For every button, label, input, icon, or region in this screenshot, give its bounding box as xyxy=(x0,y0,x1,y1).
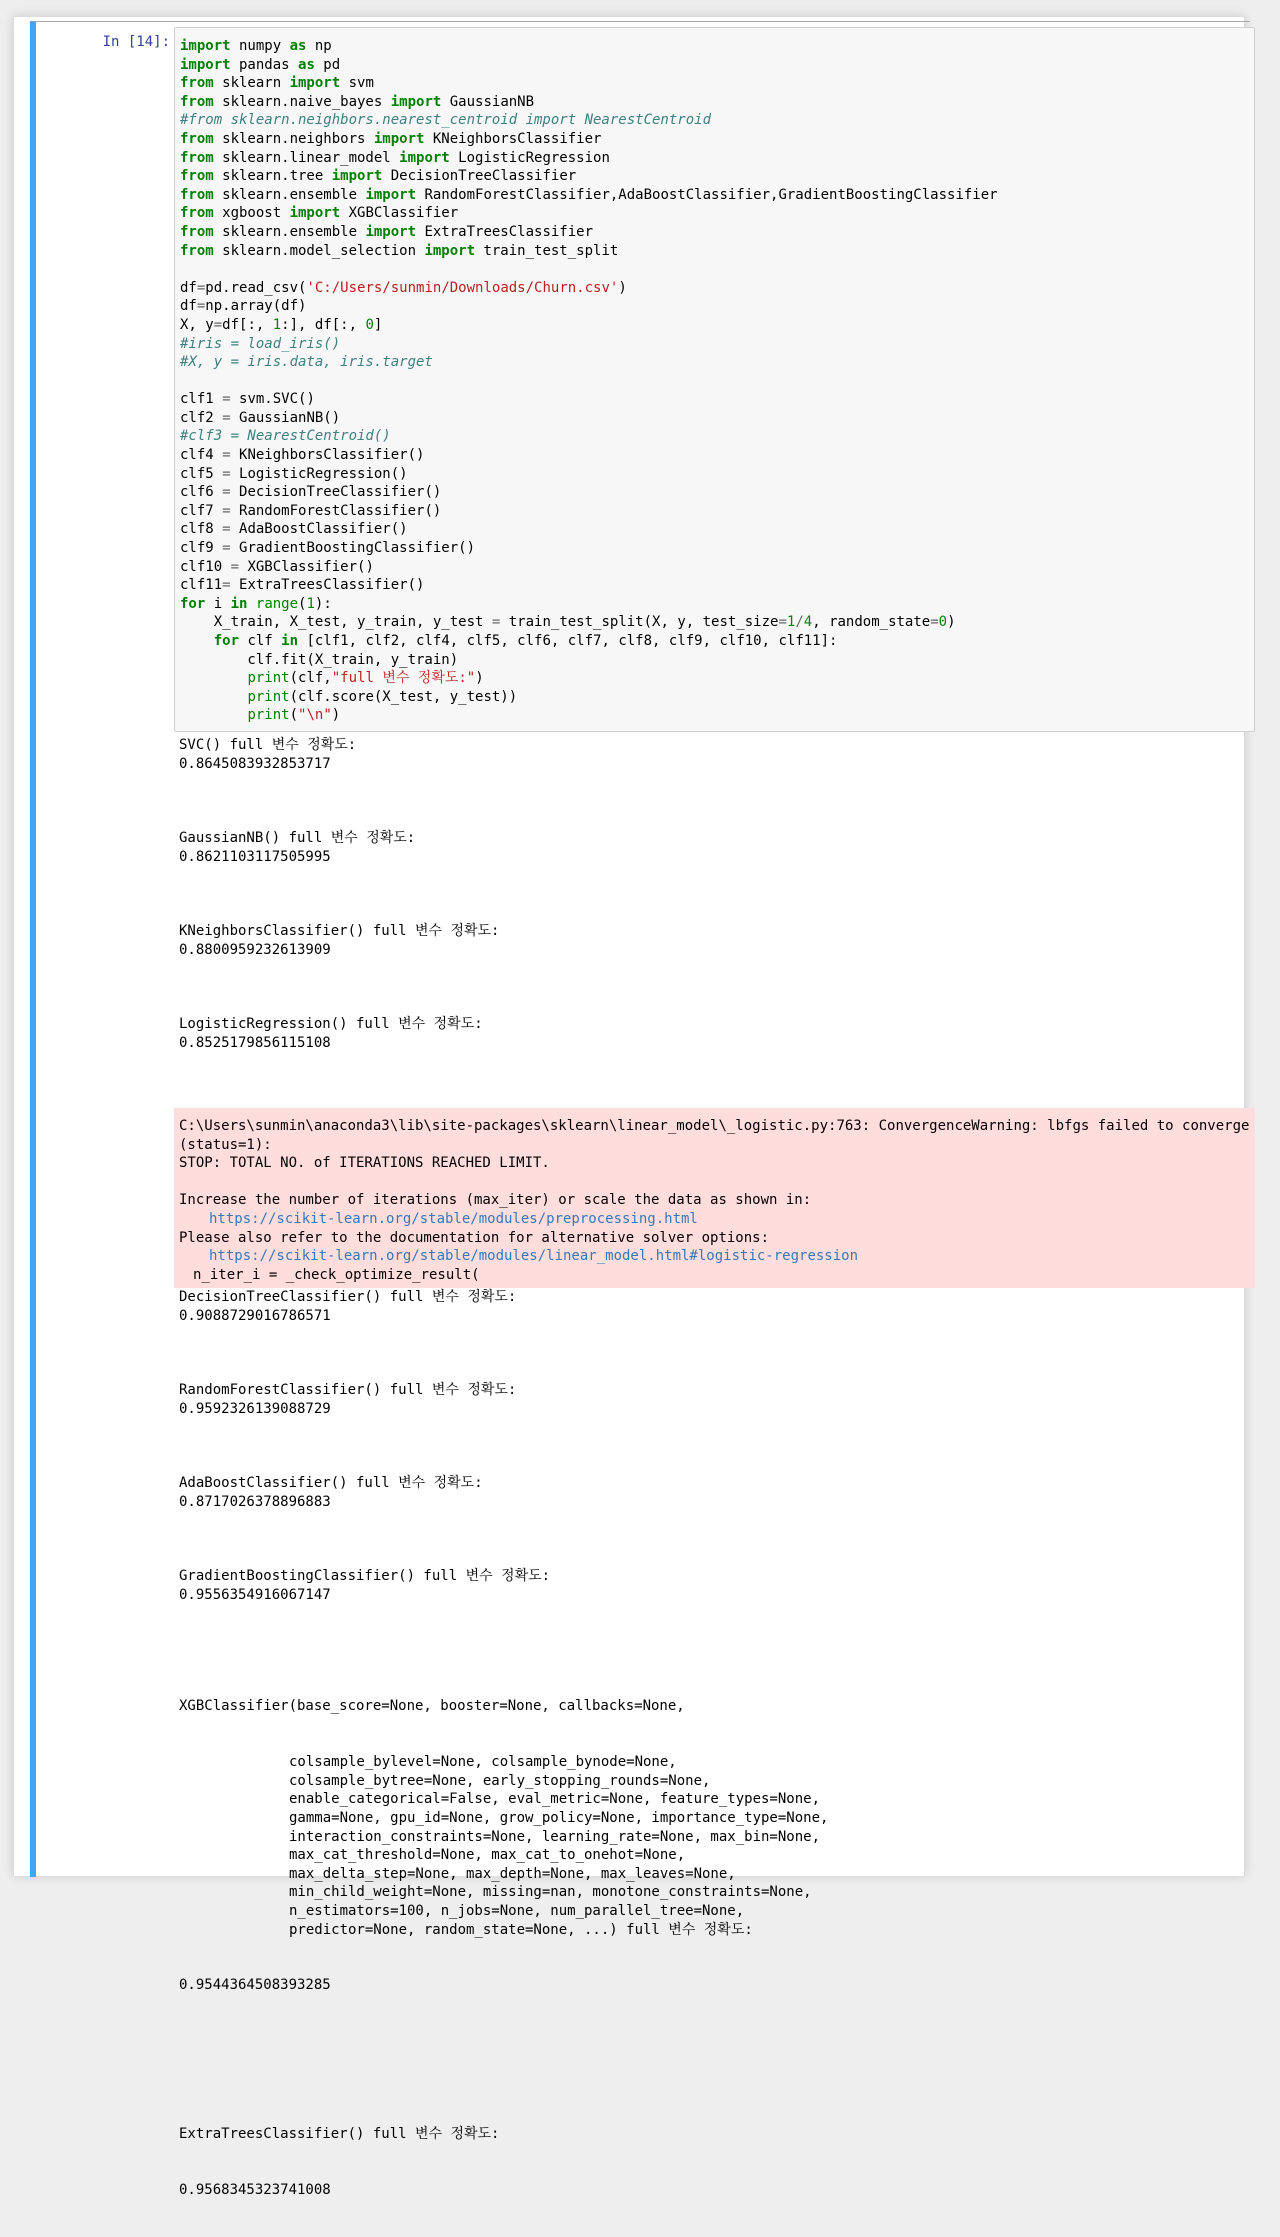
code-token: clf11 xyxy=(180,577,223,594)
code-token: DecisionTreeClassifier() xyxy=(230,484,442,501)
code-line xyxy=(180,409,1249,428)
code-token: #iris = load_iris() xyxy=(180,335,341,352)
code-token: = xyxy=(222,577,231,594)
code-token: ExtraTreesClassifier xyxy=(416,223,594,240)
code-line xyxy=(180,279,1249,298)
output-result xyxy=(174,1511,1255,1604)
code-token: import xyxy=(399,149,450,166)
code-token: import xyxy=(373,130,425,147)
output-model-line: colsample_bylevel=None, colsample_bynode=None, xyxy=(289,1754,677,1771)
output-model-line: DecisionTreeClassifier() full 변수 정확도: xyxy=(179,1289,517,1306)
output-model-line: KNeighborsClassifier() full 변수 정확도: xyxy=(179,922,500,939)
code-token: clf9 xyxy=(180,540,223,557)
code-token: #clf3 = NearestCentroid() xyxy=(180,428,391,445)
code-token: = xyxy=(222,447,231,464)
code-token: = xyxy=(222,409,231,426)
code-token: import xyxy=(180,38,231,54)
output-model-line: max_delta_step=None, max_depth=None, max_leaves=None, xyxy=(289,1865,736,1882)
code-token: 1 xyxy=(306,595,315,612)
output-score: 0.9088729016786571 xyxy=(179,1307,331,1324)
notebook-page xyxy=(13,16,1258,2198)
output-result xyxy=(174,866,1255,959)
warning-link-logistic-regression[interactable]: https://scikit-learn.org/stable/modules/linear_model.html#logistic-regression xyxy=(209,1248,859,1265)
code-line xyxy=(180,335,1249,354)
code-token: clf7 xyxy=(180,502,223,519)
code-token: 0 xyxy=(365,316,374,333)
code-token: ( xyxy=(298,595,307,612)
code-token: [clf1, clf2, clf4, clf5, clf6, clf7, clf8, clf9, clf10, clf11]: xyxy=(298,633,838,649)
output-model-line: n_estimators=100, n_jobs=None, num_parallel_tree=None, xyxy=(289,1902,745,1919)
output-model-line: GradientBoostingClassifier() full 변수 정확도: xyxy=(179,1568,551,1585)
output-model-line: predictor=None, random_state=None, ...) full 변수 정확도: xyxy=(289,1921,753,1938)
output-score: 0.9544364508393285 xyxy=(179,1977,331,1994)
code-token: from xyxy=(180,186,214,203)
code-token: clf4 xyxy=(180,447,223,464)
code-token: "\n" xyxy=(298,707,332,724)
output-score: 0.8645083932853717 xyxy=(179,755,331,772)
code-token: print xyxy=(247,707,290,724)
warning-line: Increase the number of iterations (max_iter) or scale the data as shown in: xyxy=(179,1192,812,1209)
code-token: sklearn.ensemble xyxy=(213,186,366,203)
code-token: sklearn.ensemble xyxy=(213,223,366,240)
code-token: GradientBoostingClassifier() xyxy=(230,540,476,557)
warning-line: STOP: TOTAL NO. of ITERATIONS REACHED LIMIT. xyxy=(179,1155,550,1172)
code-token: from xyxy=(180,149,214,166)
output-model-line: colsample_bytree=None, early_stopping_rounds=None, xyxy=(289,1772,711,1789)
code-token: 'C:/Users/sunmin/Downloads/Churn.csv' xyxy=(306,279,619,296)
code-token: in xyxy=(230,595,248,612)
code-token: ): xyxy=(314,595,332,612)
code-token: = xyxy=(930,614,939,631)
code-token: ) xyxy=(475,670,484,687)
output-model-line: AdaBoostClassifier() full 변수 정확도: xyxy=(179,1475,483,1492)
code-token: df xyxy=(180,279,197,296)
warning-line: n_iter_i = _check_optimize_result( xyxy=(193,1266,480,1283)
code-line xyxy=(180,223,1249,242)
code-token: = xyxy=(196,279,206,296)
code-token: import xyxy=(390,93,442,110)
code-token: from xyxy=(180,168,214,185)
code-line xyxy=(180,465,1249,484)
code-token: pandas xyxy=(230,56,299,73)
code-token: / xyxy=(795,614,804,631)
code-token: = xyxy=(222,540,231,557)
code-token xyxy=(247,596,255,612)
code-token: sklearn.neighbors xyxy=(213,130,374,147)
output-xgb xyxy=(174,1660,1255,2236)
code-token: 1 xyxy=(786,614,796,631)
code-token: from xyxy=(180,223,214,240)
code-token: = xyxy=(222,465,231,482)
code-token: import xyxy=(289,205,341,222)
code-token: ) xyxy=(618,279,627,296)
code-token: (clf.score(X_test, y_test)) xyxy=(289,688,518,705)
code-token: clf2 xyxy=(180,409,223,426)
code-token: ( xyxy=(289,707,299,724)
code-token: (clf, xyxy=(289,670,332,687)
code-token: i xyxy=(205,595,231,612)
code-token: = xyxy=(222,391,231,408)
code-token: clf xyxy=(239,633,282,649)
cell-output xyxy=(174,736,1258,2237)
code-token: LogisticRegression() xyxy=(230,465,408,482)
output-results-group-1 xyxy=(174,736,1255,1108)
stderr-warning xyxy=(174,1108,1258,1288)
code-line xyxy=(180,260,1249,279)
code-line xyxy=(180,372,1249,391)
code-token: 4 xyxy=(803,614,813,631)
output-model-line: max_cat_threshold=None, max_cat_to_onehot=None, xyxy=(289,1847,686,1864)
code-line xyxy=(180,353,1249,372)
code-line xyxy=(180,427,1249,446)
code-token: for xyxy=(180,595,206,612)
output-model-line: XGBClassifier(base_score=None, booster=None, callbacks=None, xyxy=(179,1698,685,1715)
code-line xyxy=(180,297,1249,316)
code-token: X, y xyxy=(180,316,214,333)
code-token: train_test_split(X, y, test_size xyxy=(500,614,779,631)
code-token: clf10 xyxy=(180,558,231,575)
code-token: = xyxy=(222,521,231,538)
output-model-line: enable_categorical=False, eval_metric=None, feature_types=None, xyxy=(289,1791,821,1808)
code-token: ExtraTreesClassifier() xyxy=(230,577,425,594)
code-token: #from sklearn.neighbors.nearest_centroid import NearestCentroid xyxy=(180,112,712,129)
code-token: = xyxy=(491,614,501,631)
code-token: from xyxy=(180,93,214,110)
code-line xyxy=(180,613,1249,632)
output-model-line: SVC() full 변수 정확도: xyxy=(179,737,357,753)
output-model-line: gamma=None, gpu_id=None, grow_policy=None, importance_type=None, xyxy=(289,1809,829,1826)
output-model-line: ExtraTreesClassifier() full 변수 정확도: xyxy=(179,2126,500,2143)
code-token xyxy=(180,707,247,723)
code-token: = xyxy=(213,316,223,333)
output-model-line: GaussianNB() full 변수 정확도: xyxy=(179,829,416,846)
code-token: clf8 xyxy=(180,521,223,538)
code-token: import xyxy=(424,242,476,259)
output-result xyxy=(174,736,1255,773)
code-line xyxy=(180,632,1249,651)
code-token: import xyxy=(365,186,417,203)
output-score: 0.8717026378896883 xyxy=(179,1493,331,1510)
code-token: clf1 xyxy=(180,391,223,408)
code-token xyxy=(180,670,247,686)
code-token: pd xyxy=(314,56,341,73)
code-token: range xyxy=(255,595,299,612)
code-token: KNeighborsClassifier() xyxy=(230,447,425,464)
code-token: ] xyxy=(373,316,383,333)
code-token: = xyxy=(778,614,787,631)
code-token: XGBClassifier xyxy=(340,205,459,222)
code-token: sklearn.tree xyxy=(213,168,332,185)
code-token: :], df[:, xyxy=(281,316,366,333)
code-line xyxy=(180,93,1249,112)
code-token: svm.SVC() xyxy=(230,391,315,408)
input-prompt: In [14]: xyxy=(102,34,170,50)
output-score: 0.9568345323741008 xyxy=(179,2181,331,2198)
output-score: 0.8621103117505995 xyxy=(179,848,331,865)
code-line xyxy=(180,483,1249,502)
code-token: as xyxy=(289,38,307,54)
code-token: sklearn.linear_model xyxy=(213,149,400,166)
code-token: 1 xyxy=(272,316,282,333)
code-token: clf.fit(X_train, y_train) xyxy=(180,651,459,668)
code-token: from xyxy=(180,130,214,147)
code-line xyxy=(180,669,1249,688)
code-line xyxy=(180,576,1249,595)
code-token: "full 변수 정확도:" xyxy=(331,670,476,687)
code-line xyxy=(180,502,1249,521)
code-line xyxy=(180,56,1249,75)
code-token: sklearn.model_selection xyxy=(213,242,425,259)
code-token: for xyxy=(213,633,240,649)
output-result xyxy=(174,1325,1255,1418)
code-line xyxy=(180,539,1249,558)
code-line xyxy=(180,242,1249,261)
code-token: 0 xyxy=(938,614,948,631)
code-token: , random_state xyxy=(812,614,931,631)
code-line xyxy=(180,167,1249,186)
code-token: import xyxy=(331,168,383,185)
code-source[interactable] xyxy=(175,28,1254,734)
code-token: import xyxy=(289,75,341,92)
code-token: pd.read_csv( xyxy=(205,279,307,296)
output-result xyxy=(174,773,1255,866)
code-token: from xyxy=(180,75,214,92)
code-token: import xyxy=(180,56,231,73)
output-result xyxy=(174,1418,1255,1511)
code-token: RandomForestClassifier,AdaBoostClassifier,GradientBoostingClassifier xyxy=(416,186,998,203)
code-line xyxy=(180,186,1249,205)
code-token: df[:, xyxy=(222,316,273,333)
code-token: = xyxy=(196,298,206,315)
warning-line: Please also refer to the documentation for alternative solver options: xyxy=(179,1229,770,1246)
code-line xyxy=(180,688,1249,707)
output-model-line: min_child_weight=None, missing=nan, monotone_constraints=None, xyxy=(289,1884,812,1901)
warning-link-preprocessing[interactable]: https://scikit-learn.org/stable/modules/preprocessing.html xyxy=(209,1210,698,1227)
code-token: np.array(df) xyxy=(205,298,307,315)
code-token: from xyxy=(180,242,214,259)
code-token: XGBClassifier() xyxy=(239,558,374,575)
code-token: np xyxy=(306,38,332,54)
output-results-group-2 xyxy=(174,1288,1255,1660)
code-line xyxy=(180,706,1249,725)
code-token xyxy=(180,689,247,705)
code-token: KNeighborsClassifier xyxy=(424,130,602,147)
code-line xyxy=(180,520,1249,539)
output-score: 0.8800959232613909 xyxy=(179,941,331,958)
code-token: = xyxy=(222,484,231,501)
code-token: print xyxy=(247,670,290,687)
output-model-line: interaction_constraints=None, learning_rate=None, max_bin=None, xyxy=(289,1828,821,1845)
code-line xyxy=(180,37,1249,56)
output-score: 0.8525179856115108 xyxy=(179,1034,331,1051)
code-token: train_test_split xyxy=(475,242,619,259)
code-editor[interactable] xyxy=(174,27,1255,732)
code-token: svm xyxy=(340,75,374,92)
code-token: in xyxy=(281,633,299,649)
code-token: ) xyxy=(947,614,956,631)
code-token: RandomForestClassifier() xyxy=(230,502,442,519)
code-line xyxy=(180,316,1249,335)
code-token: sklearn xyxy=(213,75,290,92)
code-token: X_train, X_test, y_train, y_test xyxy=(180,614,492,631)
code-line xyxy=(180,651,1249,670)
code-token: AdaBoostClassifier() xyxy=(230,521,408,538)
code-token: import xyxy=(365,223,417,240)
warning-line: C:\Users\sunmin\anaconda3\lib\site-packages\sklearn\linear_model\_logistic.py:763: ConvergenceWarning: lbfgs failed to converge (status=1): xyxy=(179,1117,1258,1153)
code-token: #X, y = iris.data, iris.target xyxy=(180,354,433,371)
code-line xyxy=(180,595,1249,614)
code-token: xgboost xyxy=(213,205,290,222)
code-token: clf5 xyxy=(180,465,223,482)
code-token: from xyxy=(180,205,214,222)
code-token: = xyxy=(222,502,231,519)
code-line xyxy=(180,74,1249,93)
code-token: LogisticRegression xyxy=(449,149,610,166)
output-model-line: RandomForestClassifier() full 변수 정확도: xyxy=(179,1382,517,1399)
code-line xyxy=(180,390,1249,409)
output-result xyxy=(174,959,1255,1052)
output-result xyxy=(174,1288,1255,1325)
code-line xyxy=(180,558,1249,577)
code-token: df xyxy=(180,298,197,315)
code-token: = xyxy=(230,558,240,575)
code-token: clf6 xyxy=(180,484,223,501)
code-line xyxy=(180,149,1249,168)
code-token: sklearn.naive_bayes xyxy=(213,93,391,110)
code-token: GaussianNB() xyxy=(230,409,341,426)
code-token: GaussianNB xyxy=(441,93,535,110)
code-token: DecisionTreeClassifier xyxy=(382,168,577,185)
code-line xyxy=(180,130,1249,149)
output-score: 0.9556354916067147 xyxy=(179,1586,331,1603)
code-cell[interactable] xyxy=(30,21,1258,2198)
code-token xyxy=(180,633,214,649)
code-token: ) xyxy=(331,707,341,724)
code-token: numpy xyxy=(230,38,290,54)
code-line xyxy=(180,446,1249,465)
code-token: print xyxy=(247,688,290,705)
code-line xyxy=(180,204,1249,223)
code-line xyxy=(180,111,1249,130)
code-token: as xyxy=(298,56,315,73)
output-model-line: LogisticRegression() full 변수 정확도: xyxy=(179,1015,483,1032)
output-score: 0.9592326139088729 xyxy=(179,1400,331,1417)
